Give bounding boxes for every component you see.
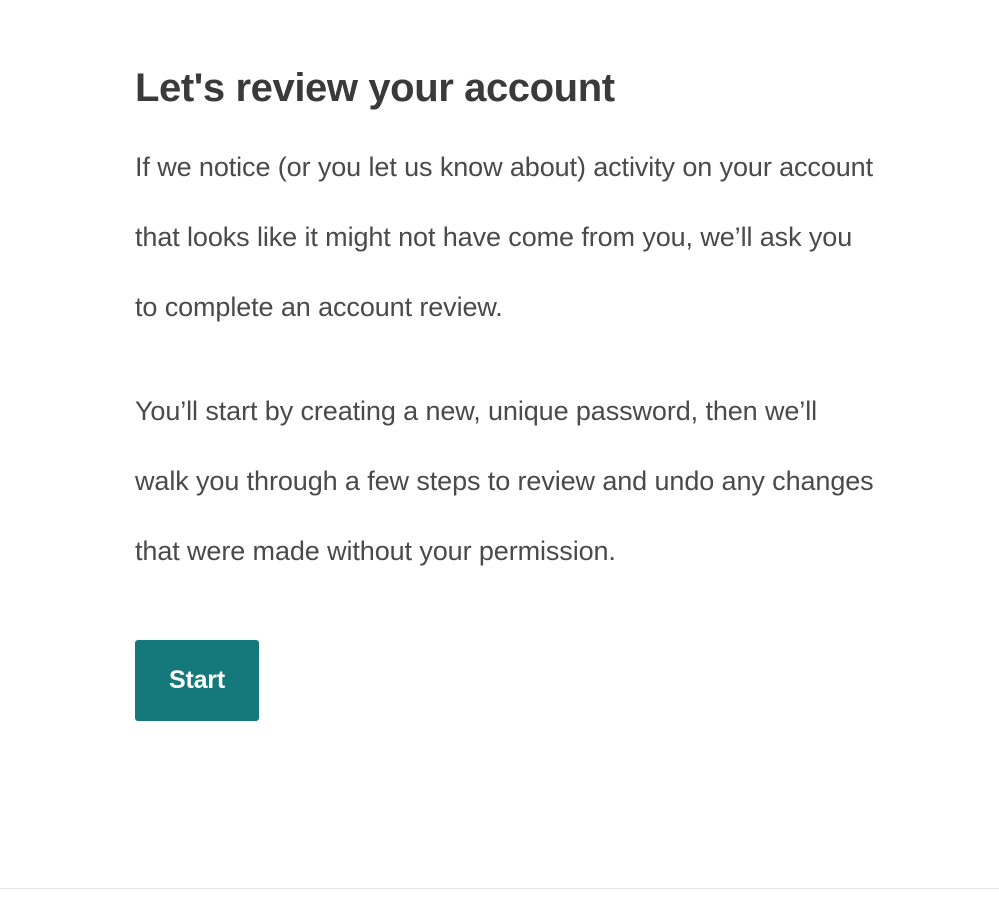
bottom-divider: [0, 888, 999, 889]
steps-paragraph: You’ll start by creating a new, unique password, then we’ll walk you through a few steps to review and undo any changes that were made without your permission.: [135, 396, 874, 566]
page-title: Let's review your account: [135, 66, 615, 110]
intro-paragraph: If we notice (or you let us know about) activity on your account that looks like it might not have come from you, we’ll ask you to complete an account review.: [135, 152, 873, 322]
content-container: [135, 62, 875, 721]
start-button[interactable]: Start: [135, 640, 259, 721]
